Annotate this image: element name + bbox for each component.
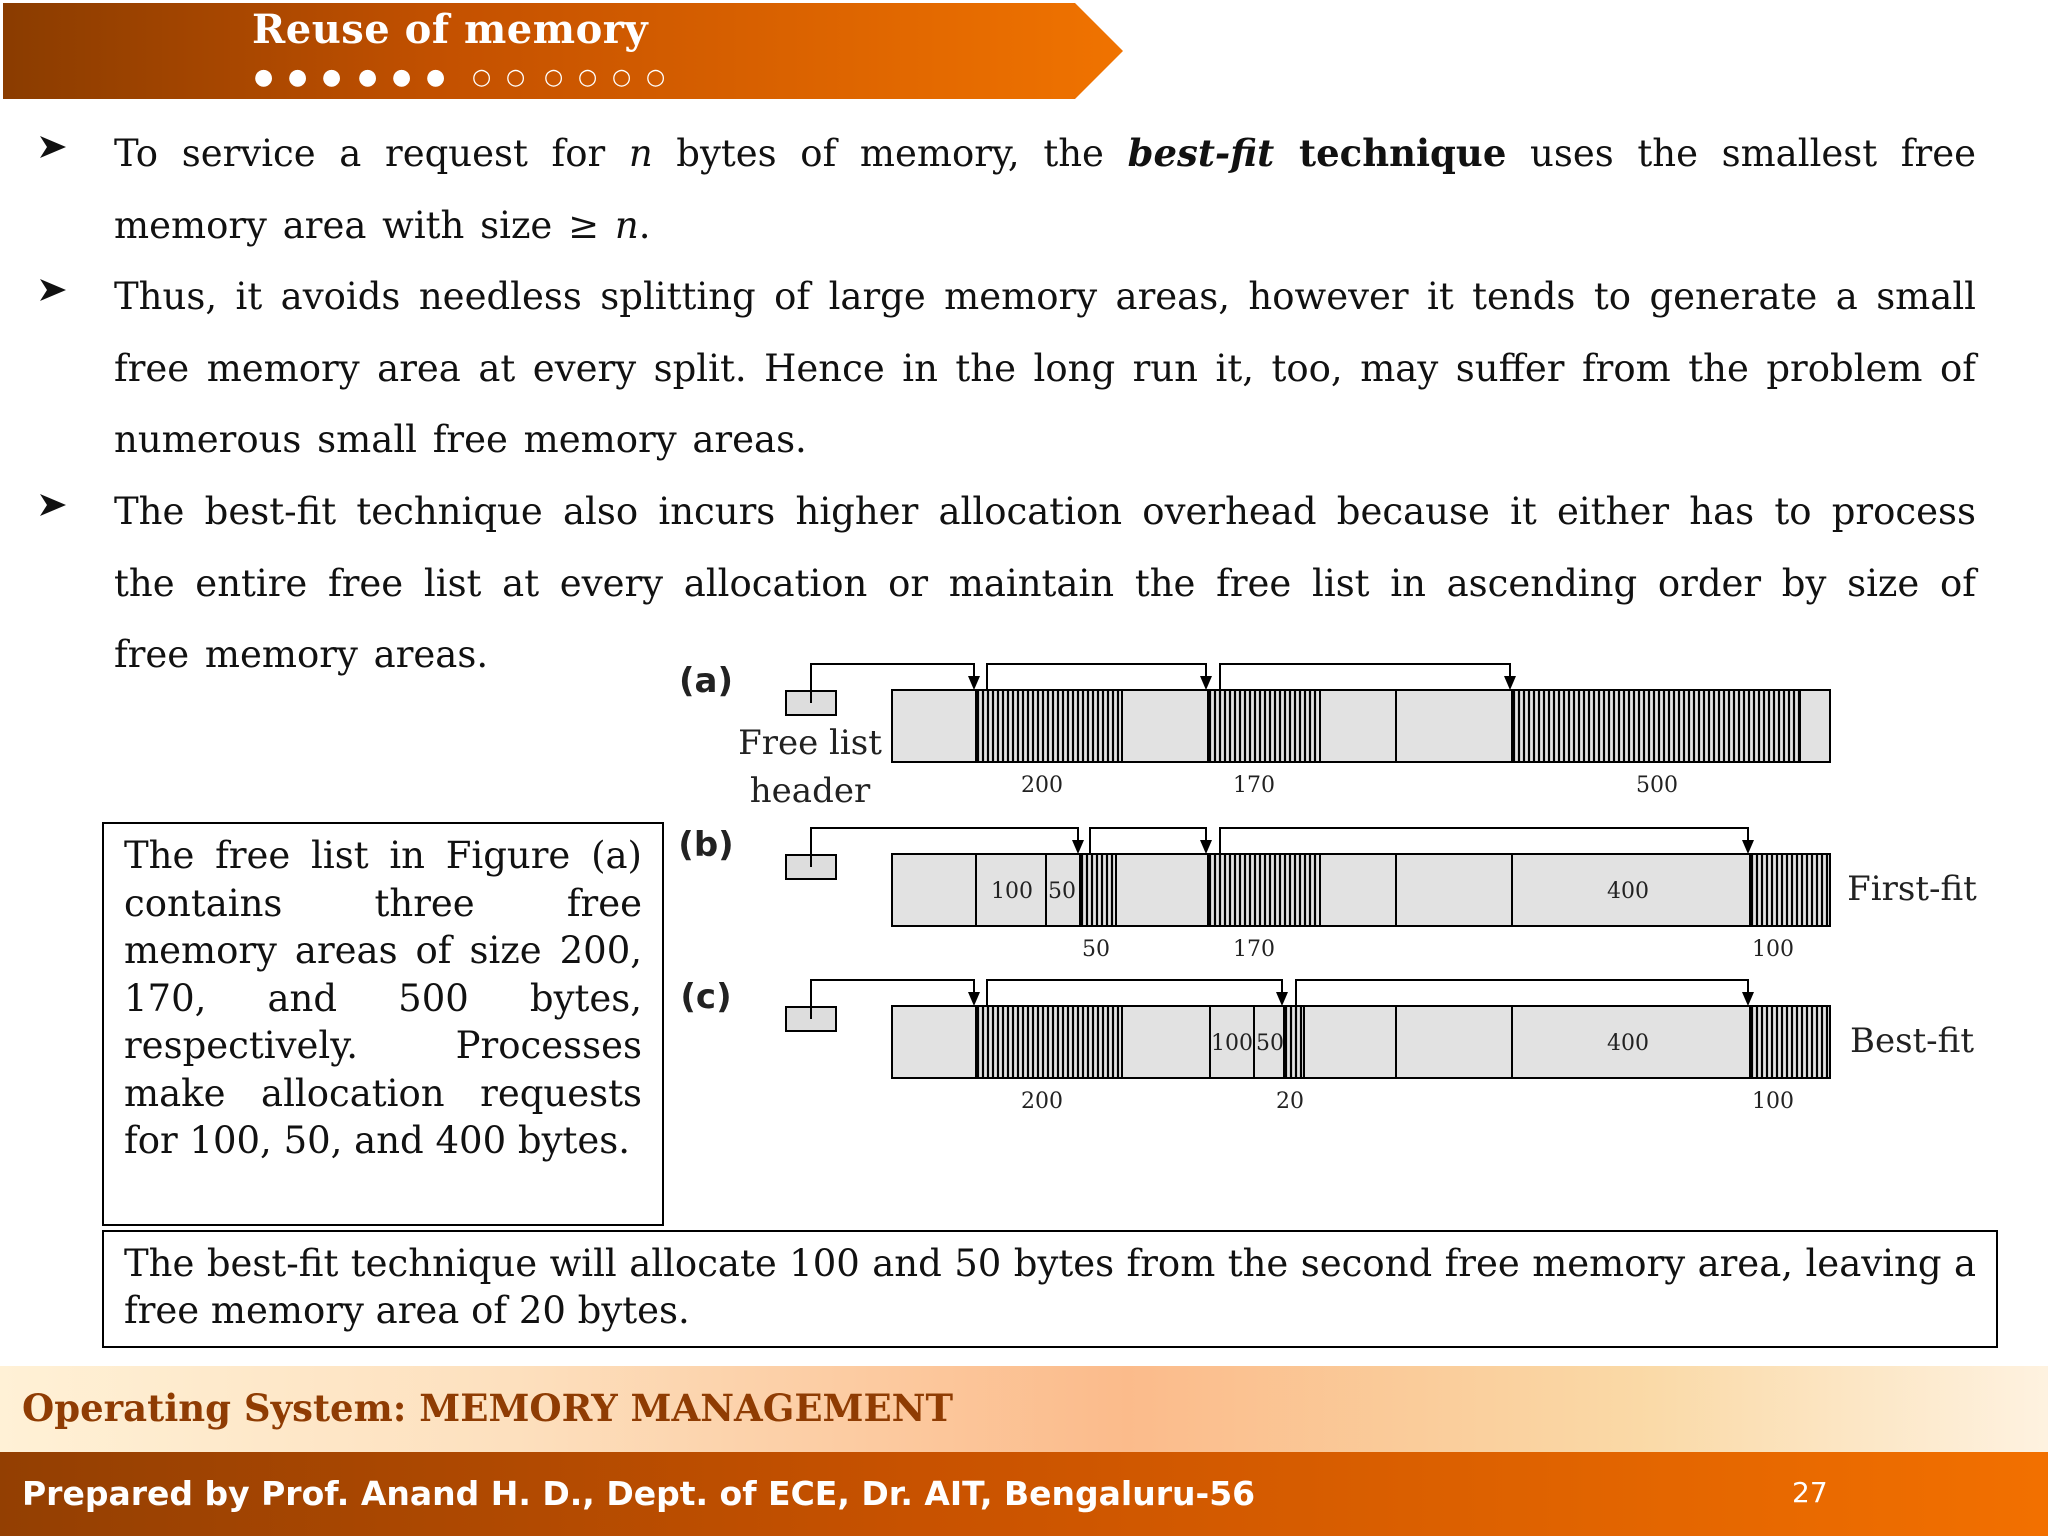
size-label-below: 100 <box>1752 937 1794 962</box>
pointer-arrowhead <box>1742 840 1754 854</box>
progress-dot-empty: ○ <box>612 65 632 90</box>
free-list-link <box>1090 828 1206 854</box>
size-label-inside: 400 <box>1607 879 1649 904</box>
progress-dot-filled: ● <box>322 65 342 90</box>
slide-title: Reuse of memory <box>252 6 649 53</box>
bullet-text: Thus, it avoids needless splitting of large memory areas, however it tends to generate a small free memory area at every split. Hence in the long run it, too, may suffer from the problem of numerous small free memory areas. <box>114 275 1976 461</box>
size-label-inside: 400 <box>1607 1031 1649 1056</box>
size-label-below: 100 <box>1752 1089 1794 1114</box>
size-label-below: 200 <box>1021 1089 1063 1114</box>
progress-dot-filled: ● <box>254 65 274 90</box>
pointer-arrowhead <box>968 992 980 1006</box>
progress-dot-filled: ● <box>426 65 446 90</box>
progress-dot-filled: ● <box>288 65 308 90</box>
free-list-link <box>987 664 1206 690</box>
allocated-area <box>1082 854 1112 926</box>
free-list-link <box>987 980 1282 1006</box>
pointer-arrowhead <box>1742 992 1754 1006</box>
size-label-below: 170 <box>1233 773 1275 798</box>
progress-dot-empty: ○ <box>646 65 666 90</box>
size-label-inside: 100 <box>1211 1031 1253 1056</box>
size-label-inside: 50 <box>1048 879 1076 904</box>
free-list-link <box>1220 664 1510 690</box>
bullet-text: The best-fit technique also incurs higher allocation overhead because it either has to process the entire free list at every allocation or maintain the free list in ascending order by size of free memory areas. <box>114 490 1976 676</box>
figure-row-tag: (c) <box>680 977 732 1017</box>
size-label-below: 50 <box>1082 937 1110 962</box>
footer-bar <box>0 1452 2048 1536</box>
progress-dot-empty: ○ <box>506 65 526 90</box>
size-label-below: 20 <box>1276 1089 1304 1114</box>
size-label-inside: 50 <box>1256 1031 1284 1056</box>
free-list-link <box>1296 980 1748 1006</box>
note-box-best-fit: The best-fit technique will allocate 100 and 50 bytes from the second free memory area, leaving a free memory area of 20 bytes. <box>102 1230 1998 1348</box>
free-list-header-label: Free list <box>738 723 882 763</box>
strategy-label: First-fit <box>1847 869 1977 909</box>
free-list-header-label: header <box>749 771 871 811</box>
size-label-below: 500 <box>1636 773 1678 798</box>
progress-dot-empty: ○ <box>472 65 492 90</box>
bullet-text: To service a request for n bytes of memory, the best-fit technique uses the smallest free memory area with size ≥ n. <box>114 131 1976 247</box>
pointer-arrowhead <box>1072 840 1084 854</box>
page-number: 27 <box>1792 1476 1828 1509</box>
course-title: Operating System: MEMORY MANAGEMENT <box>22 1386 954 1430</box>
size-label-below: 170 <box>1233 937 1275 962</box>
progress-dot-filled: ● <box>392 65 412 90</box>
course-band <box>0 1366 2048 1452</box>
figure-row-tag: (b) <box>678 825 734 865</box>
allocated-area <box>978 1006 1118 1078</box>
figure-row-tag: (a) <box>678 661 734 701</box>
pointer-arrowhead <box>1504 676 1516 690</box>
pointer-arrowhead <box>1200 676 1212 690</box>
progress-dot-empty: ○ <box>578 65 598 90</box>
allocated-area <box>978 690 1118 762</box>
pointer-arrowhead <box>968 676 980 690</box>
free-list-link <box>1220 828 1748 854</box>
size-label-below: 200 <box>1021 773 1063 798</box>
pointer-arrowhead <box>1200 840 1212 854</box>
note-box-free-list: The free list in Figure (a) contains three free memory areas of size 200, 170, and 500 bytes, respectively. Processes make allocation requests for 100, 50, and 400 bytes. <box>102 822 664 1226</box>
progress-dot-filled: ● <box>358 65 378 90</box>
size-label-inside: 100 <box>991 879 1033 904</box>
footer-credit: Prepared by Prof. Anand H. D., Dept. of ECE, Dr. AIT, Bengaluru-56 <box>22 1474 1256 1513</box>
progress-dot-empty: ○ <box>544 65 564 90</box>
pointer-arrowhead <box>1276 992 1288 1006</box>
strategy-label: Best-fit <box>1849 1021 1975 1061</box>
